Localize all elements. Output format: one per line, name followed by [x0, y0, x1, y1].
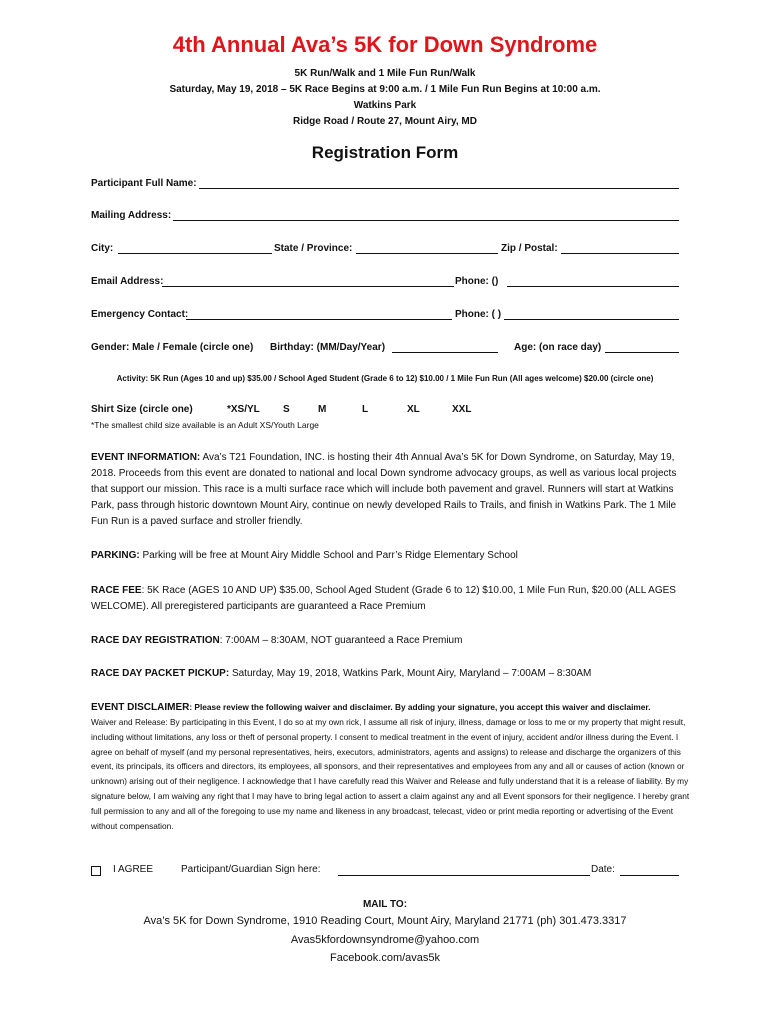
- state-label: State / Province:: [274, 243, 353, 254]
- parking-info: [91, 548, 691, 564]
- participant-name-label: Participant Full Name:: [91, 178, 197, 189]
- event-information-text: Ava’s T21 Foundation, INC. is hosting their 4th Annual Ava’s 5K for Down Syndrome, on Saturday, May 19, 2018. Proceeds from this event are donated to national and local Down syndrome advocacy groups, as well as various local projects that support our mission. This race is a multi surface race which will include both pavement and gravel. Runners will start at Watkins Park, pass through historic downtown Mount Airy, continue on newly developed Rails to Trails, and finish in Watkins Park. The 1 Mile Fun Run is a paved surface and stroller friendly.: [91, 452, 677, 527]
- phone-field[interactable]: [507, 286, 679, 287]
- agree-label: I AGREE: [113, 864, 154, 875]
- race-day-registration-text: : 7:00AM – 8:30AM, NOT guaranteed a Race Premium: [219, 635, 463, 646]
- race-day-registration-info: [91, 633, 691, 649]
- header-line-1: 5K Run/Walk and 1 Mile Fun Run/Walk: [294, 68, 476, 79]
- age-field[interactable]: [605, 352, 679, 353]
- header-line-2: Saturday, May 19, 2018 – 5K Race Begins at 9:00 a.m. / 1 Mile Fun Run Begins at 10:00 a.m.: [169, 84, 601, 95]
- mailing-address-field[interactable]: [173, 220, 679, 221]
- facebook-link[interactable]: Facebook.com/avas5k: [329, 952, 441, 964]
- phone-label: Phone: (): [455, 276, 499, 287]
- race-fee-text: : 5K Race (AGES 10 AND UP) $35.00, School Aged Student (Grade 6 to 12) $10.00, 1 Mile Fun Run, $20.00 (ALL AGES WELCOME). All preregistered participants are guaranteed a Race Premium: [91, 585, 676, 612]
- event-disclaimer-heading: EVENT DISCLAIMER: [91, 702, 190, 713]
- shirt-size-xl[interactable]: XL: [407, 404, 420, 415]
- mail-address: Ava’s 5K for Down Syndrome, 1910 Reading Court, Mount Airy, Maryland 21771 (ph) 301.473.3317: [143, 915, 627, 927]
- date-field[interactable]: [620, 875, 679, 876]
- form-title: Registration Form: [311, 143, 459, 162]
- parking-heading: PARKING:: [91, 550, 140, 561]
- emergency-phone-label: Phone: ( ): [455, 309, 502, 320]
- shirt-size-note: *The smallest child size available is an Adult XS/Youth Large: [91, 420, 319, 430]
- date-label: Date:: [591, 864, 615, 875]
- shirt-size-xxl[interactable]: XXL: [452, 404, 472, 415]
- shirt-size-l[interactable]: L: [362, 404, 369, 415]
- race-day-registration-heading: RACE DAY REGISTRATION: [91, 635, 220, 646]
- packet-pickup-heading: RACE DAY PACKET PICKUP:: [91, 668, 230, 679]
- event-information-heading: EVENT INFORMATION:: [91, 452, 201, 463]
- mailing-address-label: Mailing Address:: [91, 210, 172, 221]
- event-disclaimer-subheading: : Please review the following waiver and disclaimer. By adding your signature, you accept this waiver and disclaimer.: [189, 702, 651, 712]
- city-label: City:: [91, 243, 114, 254]
- emergency-contact-label: Emergency Contact:: [91, 309, 189, 320]
- race-fee-heading: RACE FEE: [91, 585, 142, 596]
- header-line-4: Ridge Road / Route 27, Mount Airy, MD: [293, 116, 477, 127]
- shirt-size-s[interactable]: S: [283, 404, 290, 415]
- contact-email[interactable]: Avas5kfordownsyndrome@yahoo.com: [290, 934, 480, 946]
- agree-checkbox[interactable]: [91, 866, 101, 876]
- shirt-size-xs[interactable]: *XS/YL: [227, 404, 260, 415]
- state-field[interactable]: [356, 253, 498, 254]
- header-line-3: Watkins Park: [353, 100, 417, 111]
- race-fee-info: [91, 583, 691, 615]
- email-field[interactable]: [162, 286, 454, 287]
- participant-name-field[interactable]: [199, 188, 679, 189]
- birthday-label: Birthday: (MM/Day/Year): [270, 342, 386, 353]
- emergency-contact-field[interactable]: [186, 319, 452, 320]
- event-information: [91, 450, 691, 530]
- mail-to-heading: MAIL TO:: [362, 899, 408, 910]
- activity-options[interactable]: Activity: 5K Run (Ages 10 and up) $35.00 / School Aged Student (Grade 6 to 12) $10.00 / 1 Mile Fun Run (All ages welcome) $20.00 (circle one): [116, 374, 654, 383]
- email-label: Email Address:: [91, 276, 164, 287]
- packet-pickup-text: Saturday, May 19, 2018, Watkins Park, Mount Airy, Maryland – 7:00AM – 8:30AM: [231, 668, 592, 679]
- zip-label: Zip / Postal:: [501, 243, 558, 254]
- parking-text: Parking will be free at Mount Airy Middle School and Parr’s Ridge Elementary School: [142, 550, 518, 561]
- gender-label[interactable]: Gender: Male / Female (circle one): [91, 342, 254, 353]
- birthday-field[interactable]: [392, 352, 498, 353]
- age-label: Age: (on race day): [514, 342, 602, 353]
- waiver-text: Waiver and Release: By participating in this Event, I do so at my own rick, I assume all risk of injury, illness, damage or loss to me or my property that might result, including without limitations, any loss or theft of personal property. I consent to medical treatment in the event of injury, accident and/or illness during the Event. I agree on behalf of myself (and my personal representatives, heirs, executors, administrators, agents and assigns) to release and discharge the organizers of this event, its principals, its officers and directors, its employees, all sponsors, and their representatives and employees from any and all or causes of action (known or unknown) arising out of their negligence. I acknowledge that I have carefully read this Waiver and Release and fully understand that it is a release of liability. By my signature below, I am waiving any right that I may have to bring legal action to assert a claim against any and all Event sponsors for their negligence. I hereby grant full permission to any and all of the foregoing to use my name and likeness in any broadcast, telecast, video or print media reporting or advertising of the Event without compensation.: [91, 717, 690, 831]
- event-disclaimer-heading-line: [91, 700, 691, 716]
- shirt-size-m[interactable]: M: [318, 404, 327, 415]
- zip-field[interactable]: [561, 253, 679, 254]
- city-field[interactable]: [118, 253, 272, 254]
- shirt-size-label: Shirt Size (circle one): [91, 404, 193, 415]
- emergency-phone-field[interactable]: [504, 319, 679, 320]
- packet-pickup-info: [91, 666, 691, 682]
- signature-field[interactable]: [338, 875, 590, 876]
- event-title: 4th Annual Ava’s 5K for Down Syndrome: [172, 32, 598, 57]
- signature-label: Participant/Guardian Sign here:: [181, 864, 321, 875]
